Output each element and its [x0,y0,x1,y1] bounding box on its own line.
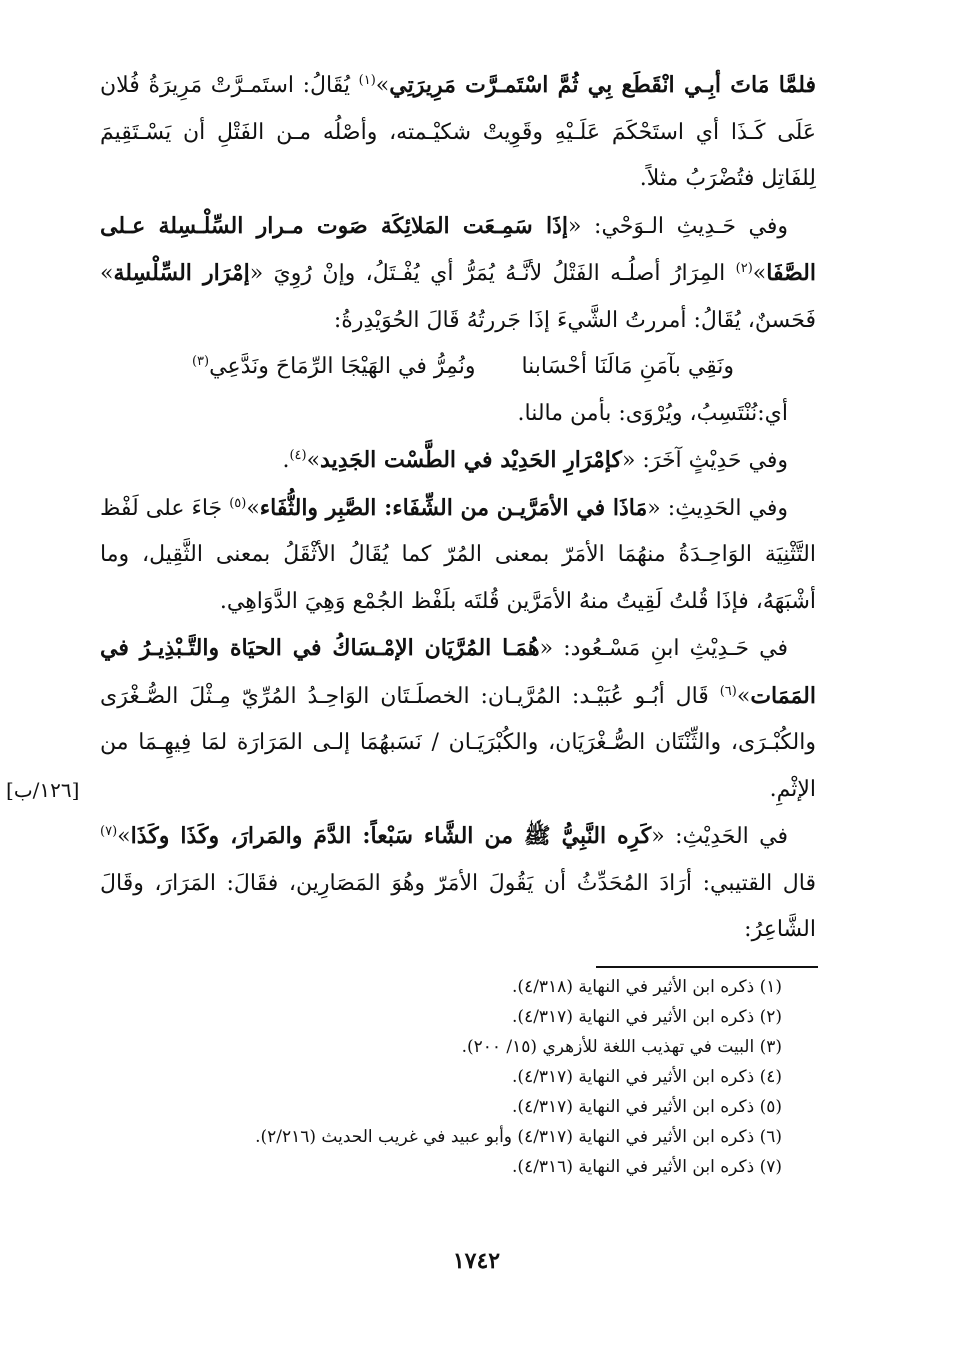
paragraph-2: وفي حَـدِيثِ الـوَحْي: «إذَا سَمِـعَت المَلائِكَة صَوت مـرار السِّلْـسِلة عـلى الصَّفَا»$^{(٢)}$ المِرَارُ أصلُـه الفَتْلُ لأنَّـهُ يُمَرُّ أي يُفْـتَلُ، وإنْ رُوِيَ «إمْرَار السِّلْسِلة» فَحَسنٌ، يُقَالُ: أمررتُ الشَّيءَ إذَا جَررتُهُ قَالَ الحُوَيْدِرةُ: [100,212,816,333]
main-text [100,62,816,954]
paragraph-6-text: قَال أبُـو عُبَيْـد: المُرَّيـان: الخصلَـتَان الوَاحِـدُ المُرِّيّ مِـثْلَ الصُّـغْرَى والكُبْـرَى، والثِّنْتَان الصُّـغْرَيَان، والكُبْرَيَـان / نَسَبهُمَا إلـى المَرَارَة لمَا فِيهِـمَا من الإثْمِ. [100,683,816,802]
footnote-3: (٣) البيت في تهذيب اللغة للأزهري (١٥/ ٢٠٠). [461,1037,782,1057]
quote-2b: إمْرَار السِّلْسِلة [113,260,250,286]
footnote-5: (٥) ذكره ابن الأثير في النهاية (٤/٣١٧). [512,1097,782,1117]
paragraph-5-close: » [246,495,260,521]
footnotes [160,972,782,1182]
paragraph-6-close: » [736,683,751,709]
manuscript-folio-marker: [١٢٦/ب] [6,778,80,802]
footnote-ref-2: (٢) [735,261,753,276]
quote-4: كإمْرَارِ الحَدِيْد في الطَّسْت الجَدِيد [320,447,622,473]
paragraph-4-end: . [282,448,290,473]
paragraph-7-text: قال القتيبي: أرَادَ المُحَدِّثُ أن يَقُولَ الأمَرّ وهُوَ المَصَارِين، فقَالَ: المَرَارَ، وقَالَ الشَّاعِرُ: [100,870,816,942]
poem-verse [100,344,816,391]
footnote-1: (١) ذكره ابن الأثير في النهاية (٤/٣١٨). [512,977,782,997]
footnote-ref-1: (١) [358,73,376,88]
paragraph-6-intro: في حَـدِيْثِ ابنِ مَسْـعُود: « [539,636,788,661]
footnote-6: (٦) ذكره ابن الأثير في النهاية (٤/٣١٧) وأبو عبيد في غريب الحديث (٢/٢١٦). [255,1127,782,1147]
footnote-ref-3: (٣) [191,354,210,369]
verse-hemistich-1: ونَقِي بآمَنِ مَالَنَا أحْسَابنا [521,354,735,379]
paragraph-7 [100,813,816,954]
paragraph-4-intro: وفي حَدِيْثٍ آخَرَ: « [621,448,788,473]
paragraph-5 [100,485,816,626]
footnote-ref-6: (٦) [719,683,737,699]
paragraph-1-text: يُقَالُ: استَمـرَّتْ مَرِيرَةُ فُلان عَلَى كَـذَا أي استَحْكَمَ عَلَـيْهِ وقَوِيتْ شكيْـمته، وأصْلُه مـن الفَتْلِ أن يَسْـتَقِيمَ لِلفَاتِل فتُضْرَبُ مثلاً. [100,73,816,191]
paragraph-2-text-end: » فَحَسنٌ، يُقَالُ: أمررتُ الشَّيءَ إذَا جَررتُهُ قَالَ الحُوَيْدِرةُ: [100,261,816,333]
footnote-4: (٤) ذكره ابن الأثير في النهاية (٤/٣١٧). [512,1067,782,1087]
paragraph-7-close: » [117,824,131,849]
quote-6: هُمَـا المُرَّيَان الإمْـسَاكُ في الحيَاة والتَّـبْذِيـرُ في المَمَات [100,635,816,709]
paragraph-5-intro: وفي الحَدِيثِ: « [647,495,788,521]
paragraph-2-intro: وفي حَـدِيثِ الـوَحْي: « [568,213,788,239]
quote-2: إذَا سَمِـعَت المَلائِكَة صَوت مـرار السِّلْـسِلة عـلى الصَّفَا [100,212,816,286]
verse-hemistich-2: ونُمِرُّ في الهَيْجَا الرِّمَاحَ ونَدَّعِي [209,354,476,379]
paragraph-4 [100,437,816,485]
paragraph-4-close: » [306,448,321,473]
footnote-divider [596,966,818,968]
paragraph-1: فلمَّا مَاتَ أبِـي انْقَطَع بِي ثُمَّ اسْتَمـرَّت مَرِيرَتِي»$^{(١)}$ يُقَالُ: استَمـرَّتْ مَرِيرَةُ فُلان عَلَى كَـذَا أي استَحْكَمَ عَلَـيْهِ وقَوِيتْ شكيْـمته، وأصْلُه مـن الفَتْلِ أن يَسْـتَقِيمَ لِلفَاتِل فتُضْرَبُ مثلاً. [100,72,816,191]
paragraph-6 [100,625,816,813]
footnote-ref-5: (٥) [229,495,247,511]
footnote-ref-7: (٧) [100,824,118,839]
quote-1: فلمَّا مَاتَ أبِـي انْقَطَع بِي ثُمَّ اسْتَمـرَّت مَرِيرَتِي [389,72,816,98]
footnote-ref-4: (٤) [289,448,307,463]
paragraph-7-intro: في الحَدِيْثِ: « [651,824,788,849]
quote-7: كَرِه النَّبِيُّ ﷺ من الشَّاء سَبْعاً: الدَّمَ والمَرارَ، وكَذَا وكَذَا [130,823,652,849]
paragraph-5-text: جَاءَ على لَفْظ التَّثْنِيَة الوَاحِـدَةُ منهُمَا الأمَرّ بمعنى المُرّ كما يُقَالُ الأثْقَلُ بمعنى الثَّقِيل، وما أشْبَهَهُ، فإذَا قُلتُ لَقِيتُ منهُ الأمَرَّين قُلتَه بلَفْظ الجُمْع وَهِيَ الدَّوَاهِي. [100,495,816,614]
footnote-7: (٧) ذكره ابن الأثير في النهاية (٤/٣١٦). [512,1157,782,1177]
paragraph-3: أي:نُنْتَسِبُ، ويُرْوَى: بأمن مالنا. [517,400,788,426]
quote-5: مَاذَا في الأمَرَّيـن من الشِّفَاء: الصَّبِر والثُّفَاء [259,494,648,521]
paragraph-2-text: المِرَارُ أصلُـه الفَتْلُ لأنَّـهُ يُمَرُّ أي يُفْـتَلُ، وإنْ رُوِيَ « [249,261,736,286]
page-number: ١٧٤٢ [452,1248,501,1274]
footnote-2: (٢) ذكره ابن الأثير في النهاية (٤/٣١٧). [512,1007,782,1027]
verse-hemistich-2-wrap [192,344,475,391]
